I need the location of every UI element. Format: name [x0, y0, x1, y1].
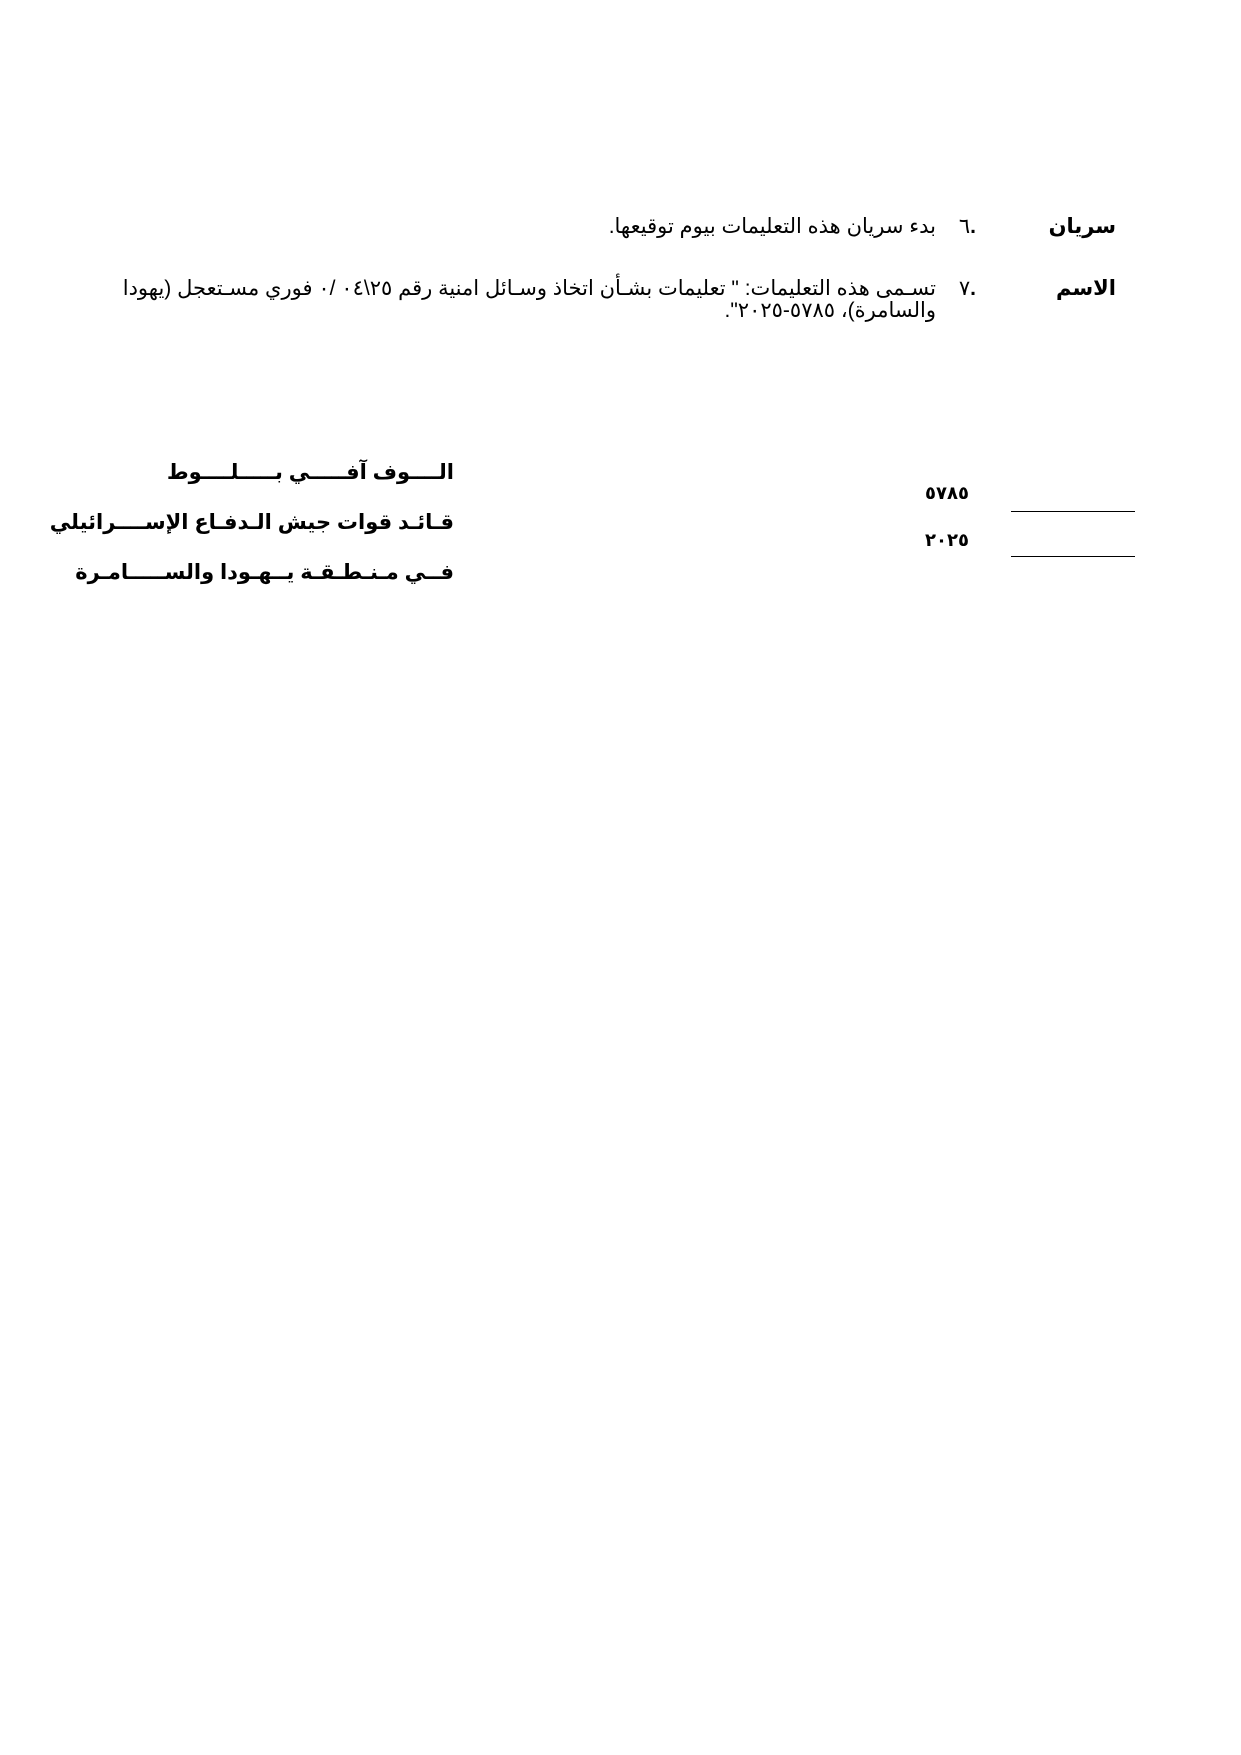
item-text-line: بدء سريان هذه التعليمات بيوم توقيعها. — [608, 215, 936, 238]
section-title-name: الاسم — [1056, 277, 1116, 300]
item-text-7 — [123, 278, 936, 322]
gregorian-year: ٢٠٢٥ — [925, 530, 969, 550]
item-number-6: .٦ — [958, 215, 976, 238]
item-bullet-dot: . — [970, 215, 976, 238]
item-number-7: .٧ — [958, 277, 976, 300]
item-text-6 — [609, 216, 936, 238]
item-text-line: والسامرة)، ٥٧٨٥-٢٠٢٥". — [724, 299, 936, 322]
signatory-title: قـائـد قوات جيش الـدفـاع الإســــرائيلي — [49, 511, 454, 534]
signatory-region: فــي مـنـطـقـة يــهـودا والســـــامـرة — [75, 561, 454, 584]
item-text-line: تسـمى هذه التعليمات: " تعليمات بشـأن اتخاذ وسـائل امنية رقم ٢٥\٠٤ /٠ فوري مسـتعجل (يهودا — [122, 277, 936, 300]
hebrew-year: ٥٧٨٥ — [925, 483, 969, 503]
hebrew-date-blank-line — [1011, 511, 1135, 512]
gregorian-date-blank-line — [1011, 556, 1135, 557]
signatory-name: الــــوف آفـــــي بـــــلــــوط — [166, 461, 454, 484]
item-bullet-dot: . — [970, 277, 976, 300]
section-title-validity: سريان — [1048, 215, 1116, 238]
